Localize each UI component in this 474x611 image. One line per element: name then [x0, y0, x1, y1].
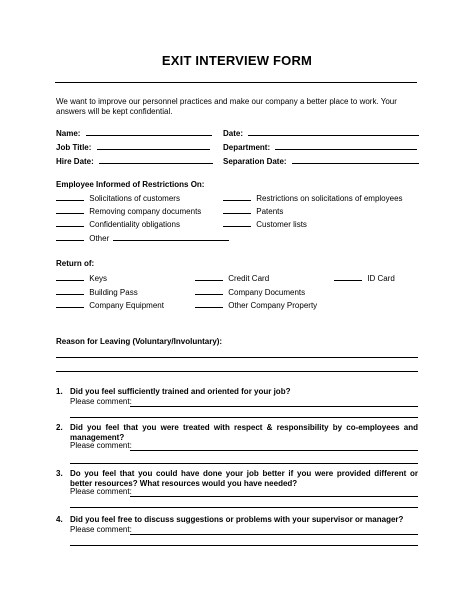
- comment-label: Please comment:: [70, 525, 132, 534]
- return-item[interactable]: Keys: [56, 273, 107, 284]
- job-title-blank[interactable]: [97, 142, 210, 150]
- checkbox-blank[interactable]: [195, 287, 223, 295]
- other-blank[interactable]: [113, 233, 229, 241]
- restriction-item[interactable]: Confidentiality obligations: [56, 219, 180, 230]
- comment-label: Please comment:: [70, 441, 132, 450]
- restrictions-heading: Employee Informed of Restrictions On:: [56, 180, 205, 189]
- question-number: 4.: [56, 515, 63, 524]
- return-item[interactable]: Company Equipment: [56, 300, 164, 311]
- comment-line[interactable]: [70, 417, 418, 418]
- checkbox-blank[interactable]: [56, 233, 84, 241]
- checkbox-blank[interactable]: [56, 219, 84, 227]
- reason-answer-line[interactable]: [56, 371, 418, 372]
- comment-label: Please comment:: [70, 487, 132, 496]
- question-text: Did you feel that you were treated with respect & responsibility by co-employees and management?: [70, 423, 418, 442]
- comment-line[interactable]: [130, 406, 418, 407]
- department-blank[interactable]: [275, 142, 417, 150]
- name-blank[interactable]: [86, 128, 212, 136]
- checkbox-blank[interactable]: [223, 193, 251, 201]
- comment-line[interactable]: [130, 450, 418, 451]
- checkbox-blank[interactable]: [56, 206, 84, 214]
- date-label: Date:: [223, 129, 244, 138]
- question-text: Did you feel free to discuss suggestions or problems with your supervisor or manager?: [70, 515, 404, 524]
- date-field[interactable]: [223, 128, 419, 139]
- restriction-item[interactable]: Removing company documents: [56, 206, 201, 217]
- return-of-heading: Return of:: [56, 259, 95, 268]
- restriction-item[interactable]: Solicitations of customers: [56, 193, 180, 204]
- hire-date-field[interactable]: [56, 156, 213, 167]
- restriction-item[interactable]: Restrictions on solicitations of employees: [223, 193, 403, 204]
- job-title-field[interactable]: [56, 142, 210, 153]
- checkbox-blank[interactable]: [223, 219, 251, 227]
- checkbox-blank[interactable]: [334, 273, 362, 281]
- return-item[interactable]: ID Card: [334, 273, 395, 284]
- restriction-item[interactable]: Patents: [223, 206, 283, 217]
- checkbox-blank[interactable]: [223, 206, 251, 214]
- name-label: Name:: [56, 129, 81, 138]
- comment-line[interactable]: [130, 496, 418, 497]
- reason-answer-line[interactable]: [56, 357, 418, 358]
- return-item[interactable]: Credit Card: [195, 273, 269, 284]
- job-title-label: Job Title:: [56, 143, 92, 152]
- hire-date-blank[interactable]: [99, 156, 213, 164]
- date-blank[interactable]: [248, 128, 419, 136]
- separation-date-blank[interactable]: [292, 156, 419, 164]
- question-number: 1.: [56, 387, 63, 396]
- hire-date-label: Hire Date:: [56, 157, 94, 166]
- return-item[interactable]: Company Documents: [195, 287, 305, 298]
- department-label: Department:: [223, 143, 271, 152]
- checkbox-blank[interactable]: [56, 300, 84, 308]
- return-item[interactable]: Building Pass: [56, 287, 138, 298]
- question-number: 3.: [56, 469, 63, 478]
- form-title: EXIT INTERVIEW FORM: [161, 53, 313, 68]
- separation-date-field[interactable]: [223, 156, 419, 167]
- question-number: 2.: [56, 423, 63, 432]
- return-item[interactable]: Other Company Property: [195, 300, 317, 311]
- checkbox-blank[interactable]: [56, 287, 84, 295]
- comment-line[interactable]: [130, 534, 418, 535]
- question-text: Did you feel sufficiently trained and oriented for your job?: [70, 387, 291, 396]
- name-field[interactable]: [56, 128, 212, 139]
- comment-label: Please comment:: [70, 397, 132, 406]
- comment-line[interactable]: [70, 545, 418, 546]
- intro-text: We want to improve our personnel practices and make our company a better place to work. Your answers will be kept confidential.: [56, 97, 397, 116]
- checkbox-blank[interactable]: [56, 273, 84, 281]
- title-divider: [55, 82, 417, 83]
- restriction-item[interactable]: Customer lists: [223, 219, 307, 230]
- restriction-item-other[interactable]: Other: [56, 233, 229, 244]
- comment-line[interactable]: [70, 463, 418, 464]
- separation-date-label: Separation Date:: [223, 157, 287, 166]
- reason-heading: Reason for Leaving (Voluntary/Involuntary):: [56, 337, 223, 346]
- comment-line[interactable]: [70, 507, 418, 508]
- department-field[interactable]: [223, 142, 417, 153]
- checkbox-blank[interactable]: [56, 193, 84, 201]
- checkbox-blank[interactable]: [195, 273, 223, 281]
- question-text: Do you feel that you could have done your job better if you were provided different or better resources? What resources would you have needed?: [70, 469, 418, 488]
- checkbox-blank[interactable]: [195, 300, 223, 308]
